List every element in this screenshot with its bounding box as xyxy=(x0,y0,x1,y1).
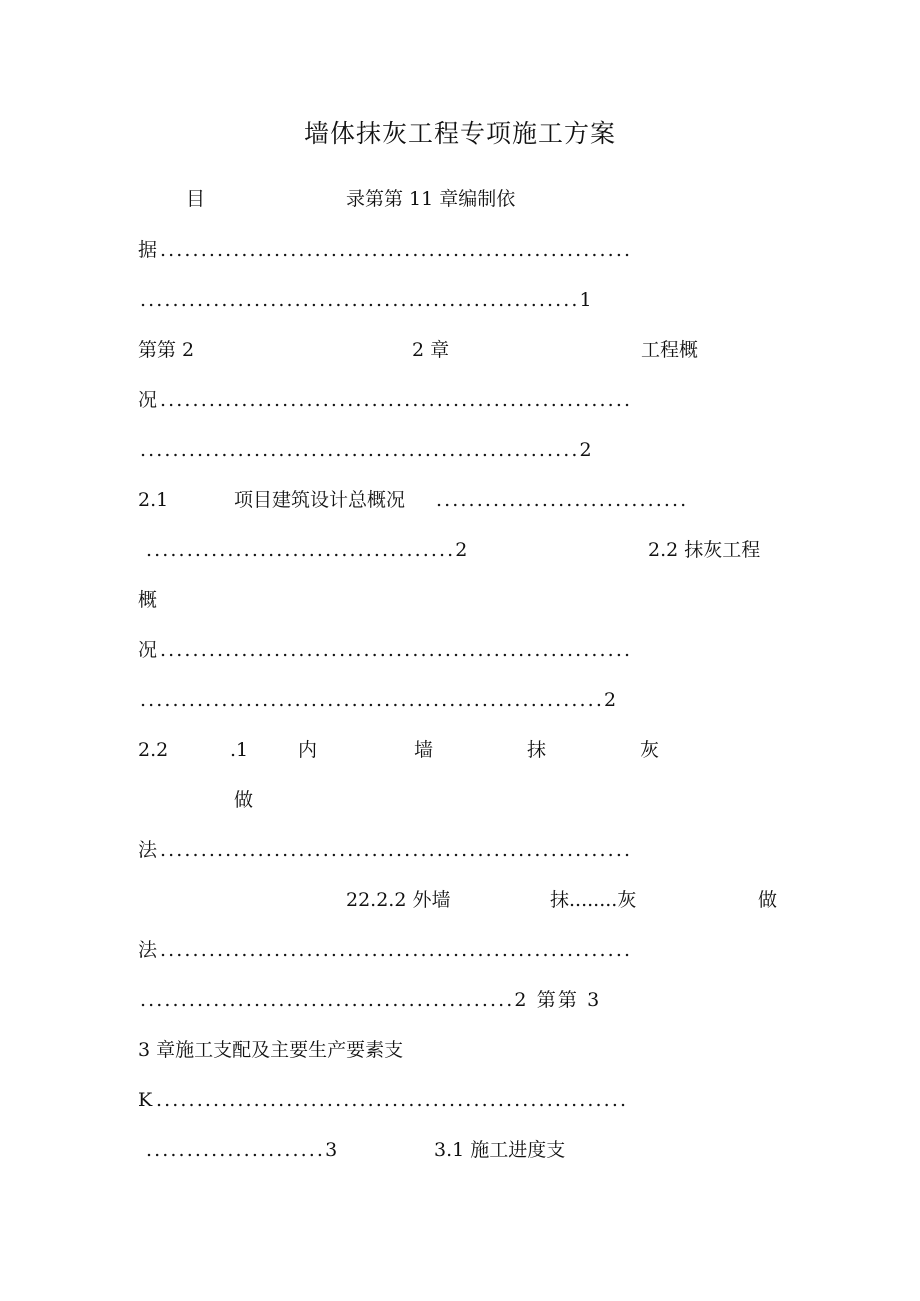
ch1-leader-dots-page: ......................................................1 xyxy=(140,289,594,311)
s22-label-b: 况 xyxy=(138,639,158,661)
s221-subnumber: .1 xyxy=(230,739,249,761)
s222-leader-dots: .......................................................... xyxy=(160,939,633,961)
document-title: 墙体抹灰工程专项施工方案 xyxy=(303,119,616,148)
s221-char-1: 内 xyxy=(298,739,318,761)
toc-heading-mu: 目 xyxy=(186,188,206,210)
s31-title: 3.1 施工进度支 xyxy=(434,1139,566,1161)
ch2-leader-dots: .......................................................... xyxy=(160,389,633,411)
toc-heading-lu: 录第第 11 章编制依 xyxy=(346,188,516,210)
s21-title: 项目建筑设计总概况 xyxy=(234,489,406,511)
s22-inline-title: 2.2 抹灰工程 xyxy=(648,539,761,561)
ch2-leader-dots-page: ......................................................2 xyxy=(140,439,594,461)
ch3-title: 3 章施工支配及主要生产要素支 xyxy=(138,1039,404,1061)
s221-char-5: 做 xyxy=(234,789,254,811)
s22-leader-dots: .......................................................... xyxy=(160,639,633,661)
ch1-leader-dots: .......................................................... xyxy=(160,239,633,261)
s221-leader-dots: .......................................................... xyxy=(160,839,633,861)
ch3-label: K xyxy=(138,1089,153,1111)
s221-char-4: 灰 xyxy=(640,739,660,761)
s21-number: 2.1 xyxy=(138,489,169,511)
s222-number: 22.2.2 外墙 xyxy=(346,889,451,911)
ch3-leader-dots-page: ......................3 xyxy=(146,1139,340,1161)
ch2-number: 2 章 xyxy=(412,339,450,361)
ch2-label: 况 xyxy=(138,389,158,411)
s222-middle: 抹........灰 xyxy=(550,889,637,911)
s22-label-a: 概 xyxy=(138,589,158,611)
s221-char-2: 墙 xyxy=(414,739,434,761)
s221-number: 2.2 xyxy=(138,739,169,761)
ch2-title: 工程概 xyxy=(641,339,699,361)
s222-leader-dots-page: ..............................................2 第第 3 xyxy=(140,989,602,1011)
ch2-prefix: 第第 2 xyxy=(138,339,195,361)
s221-label: 法 xyxy=(138,839,158,861)
s222-label: 法 xyxy=(138,939,158,961)
s22-leader-dots-page: .........................................................2 xyxy=(140,689,619,711)
ch1-label: 据 xyxy=(138,239,158,261)
s221-char-3: 抹 xyxy=(527,739,547,761)
s21-leader-dots: ............................... xyxy=(436,489,689,511)
s21-leader-dots-page: ......................................2 xyxy=(146,539,470,561)
ch3-leader-dots: .......................................................... xyxy=(156,1089,629,1111)
s222-end: 做 xyxy=(758,889,778,911)
